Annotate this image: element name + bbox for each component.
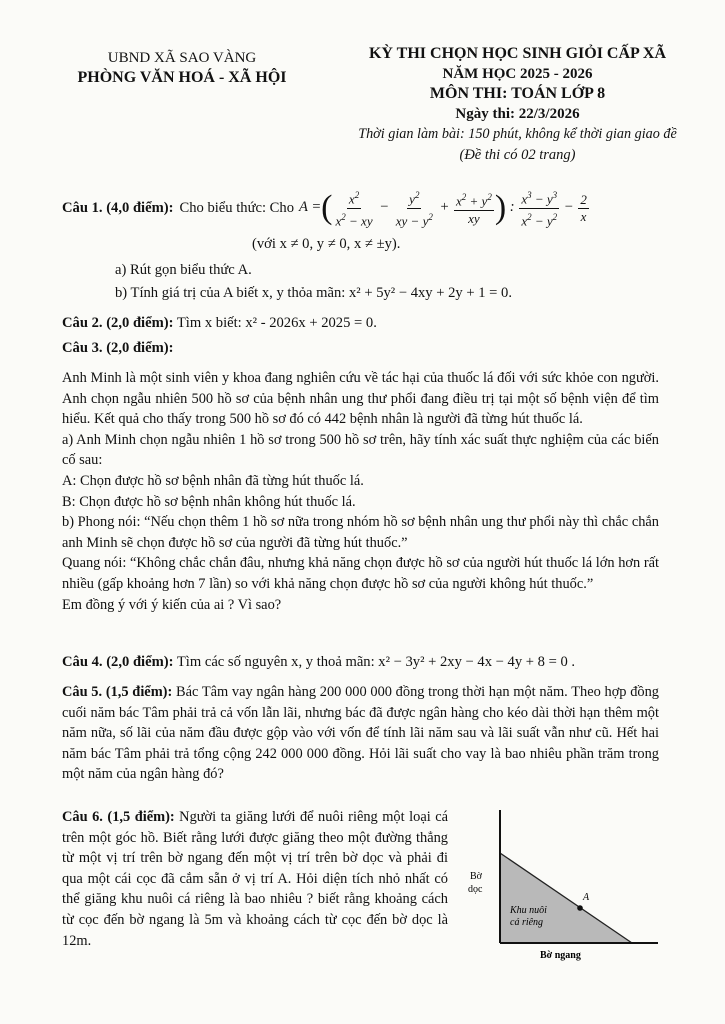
area-label: Khu nuôi (510, 905, 547, 916)
q3-paragraph: Em đồng ý với ý kiến của ai ? Vì sao? (62, 596, 282, 613)
q5-label: Câu 5. (1,5 điểm): (62, 684, 173, 700)
q3-paragraph: b) Phong nói: “Nếu chọn thêm 1 hồ sơ nữa trong nhóm hồ sơ bệnh nhân ung thư phổi này thì chắc chắn anh Minh sẽ chọn được hồ sơ của người đã từng hút thuốc.” (62, 514, 659, 551)
pages-note: (Đề thi có 02 trang) (459, 147, 576, 163)
q3-paragraph: A: Chọn được hồ sơ bệnh nhân đã từng hút thuốc lá. (62, 472, 364, 489)
q3-paragraph: a) Anh Minh chọn ngẫu nhiên 1 hồ sơ trong 500 hồ sơ trên, hãy tính xác suất thực nghiệm của các biến cố sau: (62, 431, 659, 469)
q1-expression: A =( $\frac{x^2}{x^2 - xy}$ − $\frac{y^2}{xy - y^2}$ + $\frac{x^2 + y^2}{xy}$ ) : $\frac{x^3 - y^3}{x^2 - y^2}$ − $\frac{2}{x}$ (299, 189, 587, 228)
q3-body (62, 368, 659, 615)
q1-condition: (với x ≠ 0, y ≠ 0, x ≠ ±y). (252, 236, 401, 252)
point-a-label: A (583, 892, 590, 903)
question-6 (62, 807, 448, 951)
exam-title: KỲ THI CHỌN HỌC SINH GIỎI CẤP XÃ (368, 45, 667, 62)
question-5 (62, 682, 659, 785)
q3-paragraph: B: Chọn được hồ sơ bệnh nhân không hút thuốc lá. (62, 493, 356, 510)
q1-intro: Cho biểu thức: Cho (179, 199, 295, 216)
q2-label: Câu 2. (2,0 điểm): (62, 315, 174, 331)
q3-paragraph: Quang nói: “Không chắc chắn đâu, nhưng khả năng chọn được hồ sơ của người hút thuốc lá lớn hơn rất nhiều (gấp khoảng hơn 7 lần) so với khả năng chọn được hồ sơ của người không hút thuốc.” (62, 555, 659, 592)
subject: MÔN THI: TOÁN LỚP 8 (429, 85, 606, 102)
time-note: Thời gian làm bài: 150 phút, không kể thời gian giao đề (358, 126, 677, 142)
q3-paragraph: Anh Minh là một sinh viên y khoa đang nghiên cứu về tác hại của thuốc lá đối với sức khỏe con người. Anh chọn ngẫu nhiên 500 hồ sơ của bệnh nhân ung thư phổi đang điều trị tại một số bệnh viện để tìm hiểu. Kết quả cho thấy trong 500 hồ sơ đó có 442 bệnh nhân là người đã từng hút thuốc lá. (62, 370, 659, 428)
date-label: Ngày thi: (455, 106, 515, 122)
q2-text: Tìm x biết: x² - 2026x + 2025 = 0. (176, 315, 377, 331)
vertical-bank-label: dọc (468, 884, 483, 895)
stake-point-a (577, 905, 583, 911)
horizontal-bank-label: Bờ ngang (540, 950, 581, 961)
exam-date (345, 104, 690, 124)
question-2 (62, 313, 377, 334)
q1-part-a: a) Rút gọn biểu thức A. (115, 262, 252, 278)
lake-corner-figure (462, 808, 662, 968)
date-value: 22/3/2026 (518, 106, 580, 122)
q6-text: Người ta giăng lưới để nuôi riêng một loại cá trên một góc hồ. Biết rằng lưới được giăng theo một đường thẳng từ một vị trí trên bờ ngang đến một vị trí trên bờ dọc và phải đi qua một cái cọc đã cắm sẵn ở vị trí A. Hỏi diện tích nhỏ nhất có thể giăng khu nuôi cá riêng là bao nhiêu ? biết rằng khoảng cách từ cọc đến bờ ngang là 5m và khoảng cách từ cọc đến bờ dọc là 12m. (62, 809, 448, 949)
dept-name: PHÒNG VĂN HOÁ - XÃ HỘI (77, 69, 287, 86)
q4-label: Câu 4. (2,0 điểm): (62, 654, 174, 670)
q3-label: Câu 3. (2,0 điểm): (62, 340, 174, 356)
q4-text: Tìm các số nguyên x, y thoả mãn: x² − 3y² + 2xy − 4x − 4y + 8 = 0 . (176, 654, 576, 670)
q1-label: Câu 1. (4,0 điểm): (62, 199, 174, 216)
question-1 (62, 183, 702, 233)
org-name: UBND XÃ SAO VÀNG (107, 50, 257, 66)
header-left (62, 48, 302, 88)
question-4 (62, 652, 575, 673)
vertical-bank-label: Bờ (470, 871, 482, 882)
header-right (345, 44, 690, 166)
school-year: NĂM HỌC 2025 - 2026 (442, 66, 593, 82)
q1-part-b: b) Tính giá trị của A biết x, y thỏa mãn: x² + 5y² − 4xy + 2y + 1 = 0. (115, 285, 513, 301)
q6-label: Câu 6. (1,5 điểm): (62, 809, 175, 825)
q5-text: Bác Tâm vay ngân hàng 200 000 000 đồng trong thời hạn một năm. Theo hợp đồng cuối năm bác Tâm phải trả cả vốn lẫn lãi, nhưng bác đã được ngân hàng cho kéo dài thời hạn thêm một năm nữa, số lãi của năm đầu được gộp vào với vốn để tính lãi năm sau và lãi suất vẫn như cũ. Hết hai năm bác Tâm phải trả tổng cộng 242 000 000 đồng. Hỏi lãi suất cho vay là bao nhiêu phần trăm trong một năm của ngân hàng đó? (62, 684, 659, 783)
area-label: cá riêng (510, 917, 544, 928)
